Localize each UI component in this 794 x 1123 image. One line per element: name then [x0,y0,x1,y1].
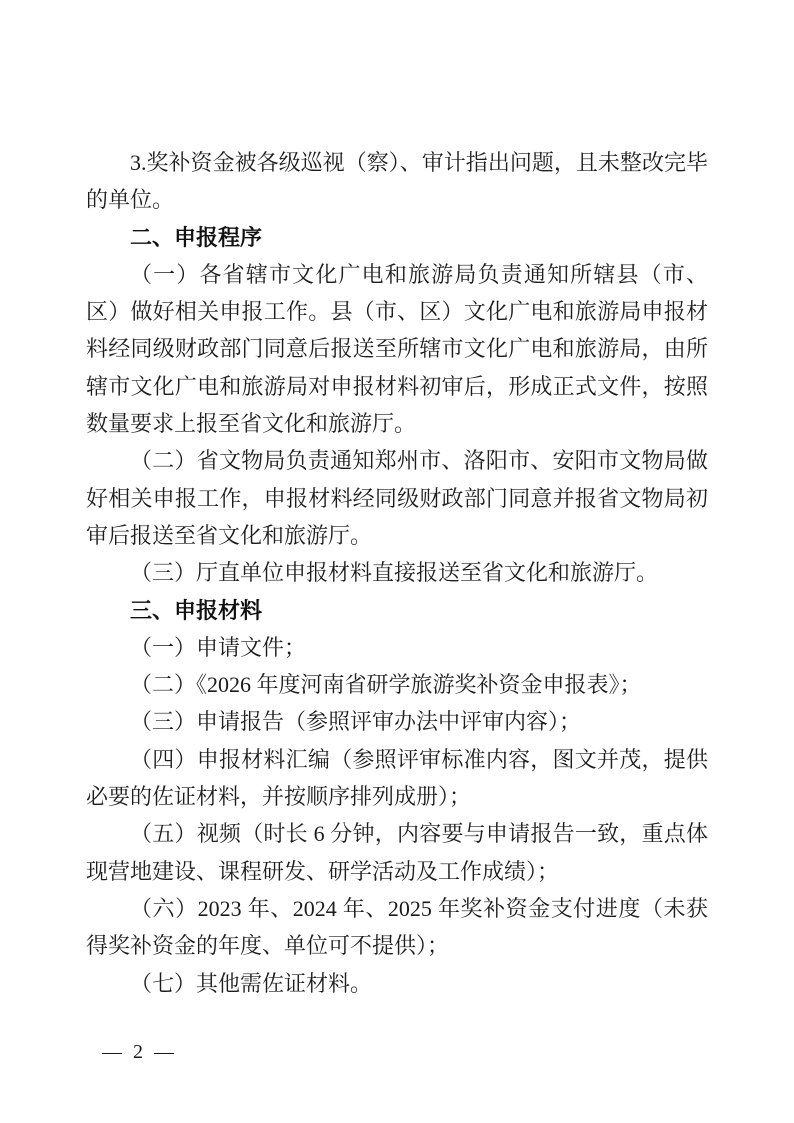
paragraph: （一）各省辖市文化广电和旅游局负责通知所辖县（市、区）做好相关申报工作。县（市、区）文化广电和旅游局申报材料经同级财政部门同意后报送至所辖市文化广电和旅游局，由所辖市文化广电和旅游局对申报材料初审后，形成正式文件，按照数量要求上报至省文化和旅游厅。 [86,261,708,437]
paragraph: （三）厅直单位申报材料直接报送至省文化和旅游厅。 [130,560,659,586]
paragraph: （二）省文物局负责通知郑州市、洛阳市、安阳市文物局做好相关申报工作，申报材料经同级财政部门同意并报省文物局初审后报送至省文化和旅游厅。 [86,448,708,548]
section-heading: 三、申报材料 [130,597,263,623]
paragraph: （六）2023 年、2024 年、2025 年奖补资金支付进度（未获得奖补资金的年度、单位可不提供）； [86,895,708,959]
paragraph: （七）其他需佐证材料。 [130,970,373,996]
document-body [86,144,708,1002]
page-number: — 2 — [102,1041,177,1063]
paragraph: （二）《2026 年度河南省研学旅游奖补资金申报表》； [130,672,642,698]
page-footer [102,1041,177,1064]
section-heading: 二、申报程序 [130,224,263,250]
paragraph: 3.奖补资金被各级巡视（察）、审计指出问题，且未整改完毕的单位。 [86,150,708,213]
paragraph: （四）申报材料汇编（参照评审标准内容，图文并茂，提供必要的佐证材料，并按顺序排列成册）； [86,746,708,810]
paragraph: （三）申请报告（参照评审办法中评审内容）； [130,709,582,735]
paragraph: （一）申请文件； [130,634,307,660]
paragraph: （五）视频（时长 6 分钟，内容要与申请报告一致，重点体现营地建设、课程研发、研学活动及工作成绩）； [86,821,708,884]
